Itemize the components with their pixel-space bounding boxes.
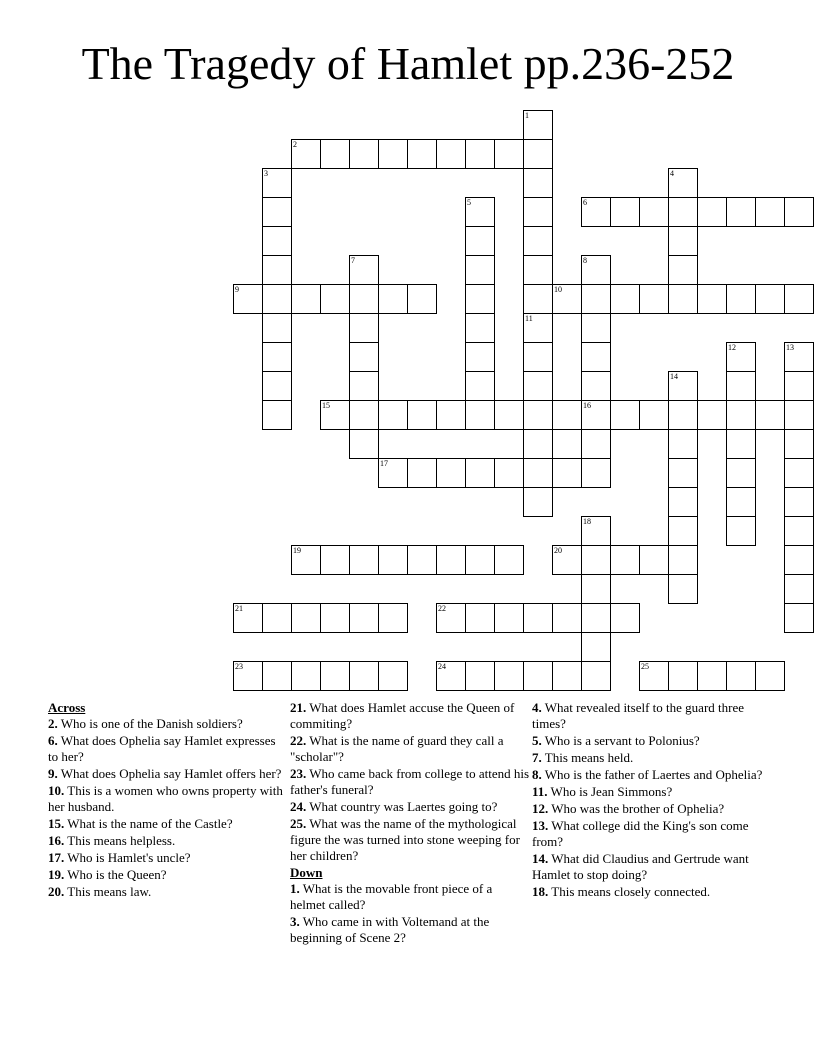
- clue-item-number: 9.: [48, 766, 58, 781]
- clue-number: 20: [554, 546, 562, 555]
- clue-item: [290, 700, 530, 732]
- grid-cell[interactable]: [726, 429, 756, 459]
- grid-cell[interactable]: [436, 400, 466, 430]
- grid-cell[interactable]: [378, 661, 408, 691]
- clue-item: [532, 733, 772, 749]
- grid-cell[interactable]: [639, 400, 669, 430]
- clue-number: 4: [670, 169, 674, 178]
- grid-cell[interactable]: [262, 371, 292, 401]
- clue-number: 7: [351, 256, 355, 265]
- grid-cell[interactable]: [610, 284, 640, 314]
- clue-item-text: Who was the brother of Ophelia?: [548, 801, 725, 816]
- clue-item: [290, 799, 530, 815]
- clue-item-text: What is the name of the Castle?: [64, 816, 233, 831]
- clue-item-number: 19.: [48, 867, 65, 882]
- grid-cell[interactable]: [262, 168, 292, 198]
- grid-cell[interactable]: [494, 139, 524, 169]
- grid-cell[interactable]: [349, 661, 379, 691]
- clue-item-text: What does Hamlet accuse the Queen of commiting?: [290, 700, 515, 731]
- grid-cell[interactable]: [639, 545, 669, 575]
- clue-item: [532, 801, 772, 817]
- grid-cell[interactable]: [262, 255, 292, 285]
- clue-item-number: 24.: [290, 799, 307, 814]
- grid-cell[interactable]: [233, 661, 263, 691]
- clue-item-number: 17.: [48, 850, 65, 865]
- clue-item-number: 23.: [290, 766, 307, 781]
- clue-item: [532, 851, 772, 883]
- page-title: The Tragedy of Hamlet pp.236-252: [81, 38, 735, 89]
- grid-cell[interactable]: [668, 226, 698, 256]
- grid-cell[interactable]: [668, 284, 698, 314]
- grid-cell[interactable]: [639, 661, 669, 691]
- grid-cell[interactable]: [581, 284, 611, 314]
- grid-cell[interactable]: [291, 284, 321, 314]
- grid-cell[interactable]: [465, 139, 495, 169]
- clue-number: 8: [583, 256, 587, 265]
- grid-cell[interactable]: [378, 400, 408, 430]
- clue-item-number: 18.: [532, 884, 549, 899]
- grid-cell[interactable]: [262, 342, 292, 372]
- grid-cell[interactable]: [668, 255, 698, 285]
- grid-cell[interactable]: [726, 516, 756, 546]
- grid-cell[interactable]: [668, 429, 698, 459]
- grid-cell[interactable]: [349, 313, 379, 343]
- grid-cell[interactable]: [494, 603, 524, 633]
- grid-cell[interactable]: [668, 168, 698, 198]
- grid-cell[interactable]: [407, 545, 437, 575]
- grid-cell[interactable]: [320, 139, 350, 169]
- grid-cell[interactable]: [349, 139, 379, 169]
- clue-number: 11: [525, 314, 533, 323]
- grid-cell[interactable]: [349, 545, 379, 575]
- grid-cell[interactable]: [262, 603, 292, 633]
- grid-cell[interactable]: [494, 661, 524, 691]
- clue-item-text: Who came in with Voltemand at the beginning of Scene 2?: [290, 914, 490, 945]
- clue-item-number: 21.: [290, 700, 307, 715]
- clue-item: [48, 833, 288, 849]
- clue-item-number: 4.: [532, 700, 542, 715]
- down-clue-list: [290, 881, 530, 946]
- grid-cell[interactable]: [523, 458, 553, 488]
- clues-column-1: [48, 700, 288, 901]
- grid-cell[interactable]: [610, 603, 640, 633]
- clue-item-number: 14.: [532, 851, 549, 866]
- grid-cell[interactable]: [639, 197, 669, 227]
- grid-cell[interactable]: [610, 197, 640, 227]
- grid-cell[interactable]: [378, 458, 408, 488]
- clue-item: [532, 700, 772, 732]
- grid-cell[interactable]: [262, 284, 292, 314]
- clue-item-number: 1.: [290, 881, 300, 896]
- clue-item-text: This means helpless.: [64, 833, 176, 848]
- clue-item-text: What is the movable front piece of a helmet called?: [290, 881, 493, 912]
- grid-cell[interactable]: [726, 284, 756, 314]
- grid-cell[interactable]: [552, 603, 582, 633]
- grid-cell[interactable]: [494, 458, 524, 488]
- clue-item-text: Who is one of the Danish soldiers?: [57, 716, 243, 731]
- clue-item-number: 7.: [532, 750, 542, 765]
- across-header: Across: [48, 700, 86, 715]
- clue-item-text: Who came back from college to attend his father's funeral?: [290, 766, 530, 797]
- grid-cell[interactable]: [378, 545, 408, 575]
- grid-cell[interactable]: [755, 284, 785, 314]
- clue-number: 12: [728, 343, 736, 352]
- grid-cell[interactable]: [784, 371, 814, 401]
- grid-cell[interactable]: [320, 661, 350, 691]
- grid-cell[interactable]: [465, 400, 495, 430]
- grid-cell[interactable]: [610, 400, 640, 430]
- grid-cell[interactable]: [320, 603, 350, 633]
- grid-cell[interactable]: [581, 255, 611, 285]
- grid-cell[interactable]: [784, 516, 814, 546]
- clue-item-text: Who is the father of Laertes and Ophelia?: [541, 767, 763, 782]
- grid-cell[interactable]: [320, 284, 350, 314]
- clue-item-number: 25.: [290, 816, 307, 831]
- grid-cell[interactable]: [523, 197, 553, 227]
- grid-cell[interactable]: [233, 603, 263, 633]
- grid-cell[interactable]: [523, 400, 553, 430]
- grid-cell[interactable]: [523, 139, 553, 169]
- grid-cell[interactable]: [349, 284, 379, 314]
- grid-cell[interactable]: [436, 661, 466, 691]
- clue-number: 25: [641, 662, 649, 671]
- clue-item-number: 6.: [48, 733, 58, 748]
- clue-item: [48, 867, 288, 883]
- grid-cell[interactable]: [378, 603, 408, 633]
- grid-cell[interactable]: [349, 400, 379, 430]
- clue-item-text: Who is the Queen?: [64, 867, 167, 882]
- grid-cell[interactable]: [523, 168, 553, 198]
- grid-cell[interactable]: [523, 661, 553, 691]
- grid-cell[interactable]: [262, 197, 292, 227]
- clue-item: [532, 818, 772, 850]
- grid-cell[interactable]: [668, 661, 698, 691]
- across-clue-list: [48, 716, 288, 900]
- grid-cell[interactable]: [784, 342, 814, 372]
- grid-cell[interactable]: [291, 139, 321, 169]
- clue-item: [48, 783, 288, 815]
- clue-number: 3: [264, 169, 268, 178]
- grid-cell[interactable]: [378, 139, 408, 169]
- clue-item-text: What was the name of the mythological figure the was turned into stone weeping for her children?: [290, 816, 520, 863]
- grid-cell[interactable]: [639, 284, 669, 314]
- grid-cell[interactable]: [726, 458, 756, 488]
- grid-cell[interactable]: [262, 661, 292, 691]
- clue-item-text: Who is Jean Simmons?: [547, 784, 673, 799]
- grid-cell[interactable]: [523, 110, 553, 140]
- clue-item-text: This means closely connected.: [548, 884, 711, 899]
- clue-item: [48, 716, 288, 732]
- clue-number: 23: [235, 662, 243, 671]
- grid-cell[interactable]: [233, 284, 263, 314]
- grid-cell[interactable]: [726, 197, 756, 227]
- grid-cell[interactable]: [726, 487, 756, 517]
- clue-item-number: 12.: [532, 801, 549, 816]
- grid-cell[interactable]: [784, 603, 814, 633]
- clue-number: 15: [322, 401, 330, 410]
- grid-cell[interactable]: [436, 603, 466, 633]
- clue-item: [290, 914, 530, 946]
- clue-number: 22: [438, 604, 446, 613]
- clue-item: [48, 884, 288, 900]
- grid-cell[interactable]: [494, 545, 524, 575]
- grid-cell[interactable]: [668, 545, 698, 575]
- clue-item: [532, 884, 772, 900]
- grid-cell[interactable]: [523, 371, 553, 401]
- down-header: Down: [290, 865, 323, 880]
- grid-cell[interactable]: [320, 400, 350, 430]
- clue-item-text: What revealed itself to the guard three times?: [532, 700, 745, 731]
- grid-cell[interactable]: [784, 545, 814, 575]
- clue-item: [48, 850, 288, 866]
- grid-cell[interactable]: [784, 458, 814, 488]
- grid-cell[interactable]: [465, 371, 495, 401]
- grid-cell[interactable]: [465, 226, 495, 256]
- grid-cell[interactable]: [291, 661, 321, 691]
- clue-item: [48, 733, 288, 765]
- grid-cell[interactable]: [523, 487, 553, 517]
- grid-cell[interactable]: [320, 545, 350, 575]
- grid-cell[interactable]: [581, 371, 611, 401]
- clue-number: 16: [583, 401, 591, 410]
- grid-cell[interactable]: [581, 458, 611, 488]
- grid-cell[interactable]: [668, 574, 698, 604]
- grid-cell[interactable]: [581, 342, 611, 372]
- grid-cell[interactable]: [755, 400, 785, 430]
- clue-item: [290, 816, 530, 864]
- clue-number: 1: [525, 111, 529, 120]
- clue-item-number: 20.: [48, 884, 65, 899]
- grid-cell[interactable]: [726, 342, 756, 372]
- clues-column-2: [290, 700, 530, 947]
- clue-item: [532, 784, 772, 800]
- clue-item-text: What did Claudius and Gertrude want Hamlet to stop doing?: [532, 851, 749, 882]
- grid-cell[interactable]: [552, 284, 582, 314]
- grid-cell[interactable]: [436, 545, 466, 575]
- grid-cell[interactable]: [726, 371, 756, 401]
- clue-item-number: 8.: [532, 767, 542, 782]
- grid-cell[interactable]: [407, 400, 437, 430]
- grid-cell[interactable]: [291, 545, 321, 575]
- clue-item-text: What is the name of guard they call a "scholar"?: [290, 733, 504, 764]
- grid-cell[interactable]: [581, 197, 611, 227]
- grid-cell[interactable]: [407, 139, 437, 169]
- grid-cell[interactable]: [581, 603, 611, 633]
- clue-number: 5: [467, 198, 471, 207]
- grid-cell[interactable]: [697, 284, 727, 314]
- clue-item: [290, 766, 530, 798]
- grid-cell[interactable]: [552, 458, 582, 488]
- grid-cell[interactable]: [436, 458, 466, 488]
- grid-cell[interactable]: [581, 400, 611, 430]
- grid-cell[interactable]: [697, 197, 727, 227]
- clue-item-number: 5.: [532, 733, 542, 748]
- grid-cell[interactable]: [291, 603, 321, 633]
- grid-cell[interactable]: [668, 487, 698, 517]
- clue-item-text: What college did the King's son come from?: [532, 818, 749, 849]
- grid-cell[interactable]: [465, 661, 495, 691]
- clue-item-number: 3.: [290, 914, 300, 929]
- grid-cell[interactable]: [726, 661, 756, 691]
- grid-cell[interactable]: [523, 342, 553, 372]
- grid-cell[interactable]: [552, 400, 582, 430]
- grid-cell[interactable]: [581, 429, 611, 459]
- grid-cell[interactable]: [465, 255, 495, 285]
- grid-cell[interactable]: [755, 661, 785, 691]
- clue-item-text: What does Ophelia say Hamlet offers her?: [57, 766, 282, 781]
- grid-cell[interactable]: [784, 487, 814, 517]
- grid-cell[interactable]: [668, 371, 698, 401]
- grid-cell[interactable]: [436, 139, 466, 169]
- grid-cell[interactable]: [784, 574, 814, 604]
- grid-cell[interactable]: [465, 545, 495, 575]
- grid-cell[interactable]: [494, 400, 524, 430]
- clue-number: 2: [293, 140, 297, 149]
- grid-cell[interactable]: [668, 197, 698, 227]
- grid-cell[interactable]: [523, 313, 553, 343]
- across-clue-list-continued: [290, 700, 530, 864]
- clue-number: 14: [670, 372, 678, 381]
- clue-item-number: 22.: [290, 733, 307, 748]
- clue-number: 6: [583, 198, 587, 207]
- grid-cell[interactable]: [262, 226, 292, 256]
- clue-item-text: This means law.: [64, 884, 152, 899]
- grid-cell[interactable]: [523, 226, 553, 256]
- down-clue-list-continued: [532, 700, 772, 900]
- clue-number: 9: [235, 285, 239, 294]
- clue-item-text: What country was Laertes going to?: [306, 799, 498, 814]
- grid-cell[interactable]: [755, 197, 785, 227]
- clue-item-number: 11.: [532, 784, 548, 799]
- grid-cell[interactable]: [262, 313, 292, 343]
- grid-cell[interactable]: [523, 284, 553, 314]
- grid-cell[interactable]: [349, 429, 379, 459]
- grid-cell[interactable]: [523, 255, 553, 285]
- grid-cell[interactable]: [349, 371, 379, 401]
- grid-cell[interactable]: [407, 284, 437, 314]
- clues-column-3: [532, 700, 772, 901]
- grid-cell[interactable]: [668, 458, 698, 488]
- clue-item: [48, 816, 288, 832]
- grid-cell[interactable]: [523, 603, 553, 633]
- grid-cell[interactable]: [552, 661, 582, 691]
- clue-item: [290, 881, 530, 913]
- grid-cell[interactable]: [523, 429, 553, 459]
- clue-item-number: 13.: [532, 818, 549, 833]
- clue-item: [532, 767, 772, 783]
- grid-cell[interactable]: [552, 545, 582, 575]
- grid-cell[interactable]: [407, 458, 437, 488]
- clue-number: 21: [235, 604, 243, 613]
- grid-cell[interactable]: [581, 661, 611, 691]
- grid-cell[interactable]: [581, 545, 611, 575]
- clue-item-text: Who is Hamlet's uncle?: [64, 850, 191, 865]
- grid-cell[interactable]: [581, 632, 611, 662]
- grid-cell[interactable]: [668, 516, 698, 546]
- grid-cell[interactable]: [610, 545, 640, 575]
- grid-cell[interactable]: [697, 661, 727, 691]
- grid-cell[interactable]: [784, 197, 814, 227]
- grid-cell[interactable]: [465, 603, 495, 633]
- grid-cell[interactable]: [581, 516, 611, 546]
- grid-cell[interactable]: [581, 574, 611, 604]
- clue-item-number: 16.: [48, 833, 65, 848]
- clue-number: 19: [293, 546, 301, 555]
- grid-cell[interactable]: [784, 284, 814, 314]
- grid-cell[interactable]: [668, 400, 698, 430]
- grid-cell[interactable]: [262, 400, 292, 430]
- clue-number: 10: [554, 285, 562, 294]
- clue-item: [290, 733, 530, 765]
- clue-item: [532, 750, 772, 766]
- clue-item-number: 15.: [48, 816, 65, 831]
- clue-number: 24: [438, 662, 446, 671]
- grid-cell[interactable]: [349, 603, 379, 633]
- grid-cell[interactable]: [581, 313, 611, 343]
- clue-item-text: This is a women who owns property with her husband.: [48, 783, 283, 814]
- clue-item-number: 10.: [48, 783, 65, 798]
- grid-cell[interactable]: [726, 400, 756, 430]
- clue-item-text: What does Ophelia say Hamlet expresses to her?: [48, 733, 276, 764]
- grid-cell[interactable]: [349, 255, 379, 285]
- clue-item: [48, 766, 288, 782]
- clue-number: 13: [786, 343, 794, 352]
- clue-item-number: 2.: [48, 716, 58, 731]
- grid-cell[interactable]: [465, 197, 495, 227]
- clue-number: 17: [380, 459, 388, 468]
- grid-cell[interactable]: [465, 284, 495, 314]
- clue-item-text: Who is a servant to Polonius?: [541, 733, 700, 748]
- grid-cell[interactable]: [378, 284, 408, 314]
- grid-cell[interactable]: [465, 458, 495, 488]
- clue-item-text: This means held.: [541, 750, 634, 765]
- grid-cell[interactable]: [465, 342, 495, 372]
- clue-number: 18: [583, 517, 591, 526]
- grid-cell[interactable]: [465, 313, 495, 343]
- grid-cell[interactable]: [697, 400, 727, 430]
- grid-cell[interactable]: [349, 342, 379, 372]
- grid-cell[interactable]: [784, 400, 814, 430]
- grid-cell[interactable]: [784, 429, 814, 459]
